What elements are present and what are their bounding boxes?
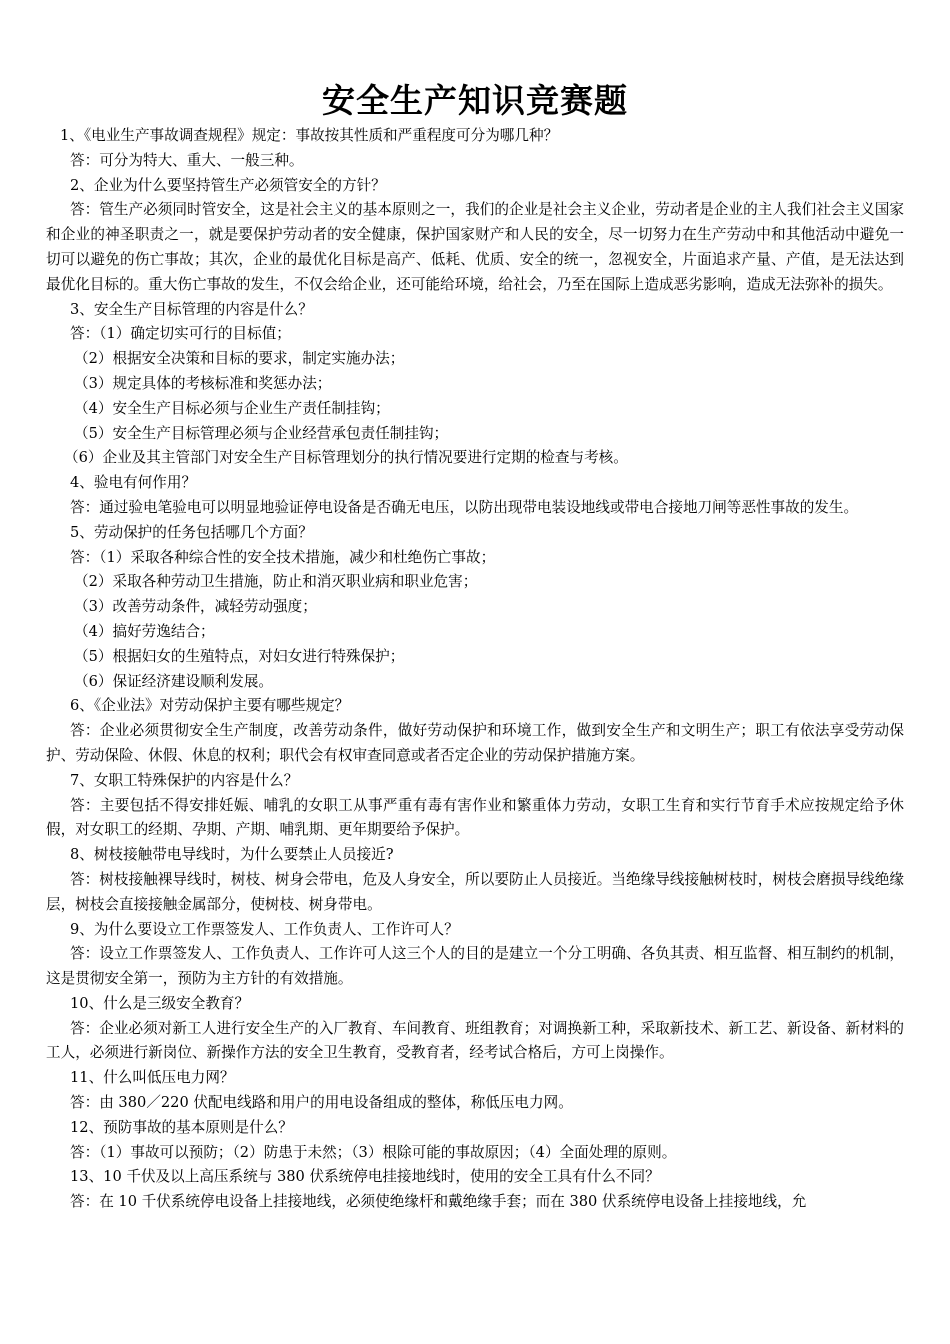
list-item: （2）采取各种劳动卫生措施，防止和消灭职业病和职业危害； xyxy=(74,573,478,591)
answer-paragraph: 答：管生产必须同时管安全，这是社会主义的基本原则之一，我们的企业是社会主义企业，劳动者是企业的主人我们社会主义国家和企业的神圣职责之一，就是要保护劳动者的安全健康，保护国家财产和人民的安全，尽一切努力在生产劳动中和其他活动中避免一切可以避免的伤亡事故；其次，企业的最优化目标是高产、低耗、优质、安全的统一，忽视安全，片面追求产量、产值，是无法达到最优化目标的。重大伤亡事故的发生，不仅会给企业，还可能给环境，给社会，乃至在国际上造成恶劣影响，造成无法弥补的损失。 xyxy=(46,201,904,293)
answer-paragraph: 答：可分为特大、重大、一般三种。 xyxy=(70,151,304,169)
list-item: （4）安全生产目标必须与企业生产责任制挂钩； xyxy=(74,399,390,417)
list-item: （3）改善劳动条件，减轻劳动强度； xyxy=(74,598,317,616)
document-title: 安全生产知识竞赛题 xyxy=(322,81,628,120)
list-item: （3）规定具体的考核标准和奖惩办法； xyxy=(74,374,332,392)
answer-paragraph: 答：设立工作票签发人、工作负责人、工作许可人这三个人的目的是建立一个分工明确、各负其责、相互监督、相互制约的机制，这是贯彻安全第一，预防为主方针的有效措施。 xyxy=(46,945,904,988)
answer-paragraph: 答：（1）确定切实可行的目标值； xyxy=(70,325,291,343)
question-paragraph: 6、《企业法》对劳动保护主要有哪些规定？ xyxy=(70,697,350,715)
question-paragraph: 2、企业为什么要坚持管生产必须管安全的方针？ xyxy=(70,176,386,194)
answer-paragraph: 答：在 10 千伏系统停电设备上挂接地线，必须使绝缘杆和戴绝缘手套；而在 380 伏系统停电设备上挂接地线，允 xyxy=(70,1193,807,1211)
answer-paragraph: 答：树枝接触裸导线时，树枝、树身会带电，危及人身安全，所以要防止人员接近。当绝缘导线接触树枝时，树枝会磨损导线绝缘层，树枝会直接接触金属部分，使树枝、树身带电。 xyxy=(46,870,904,913)
list-item: （2）根据安全决策和目标的要求，制定实施办法； xyxy=(74,350,405,368)
question-paragraph: 13、10 千伏及以上高压系统与 380 伏系统停电挂接地线时，使用的安全工具有什么不同？ xyxy=(70,1168,660,1186)
question-paragraph: 11、什么叫低压电力网？ xyxy=(70,1069,235,1087)
answer-paragraph: 答：由 380／220 伏配电线路和用户的用电设备组成的整体，称低压电力网。 xyxy=(70,1094,573,1112)
question-paragraph: 7、女职工特殊保护的内容是什么？ xyxy=(70,771,299,789)
question-paragraph: 12、预防事故的基本原则是什么？ xyxy=(70,1118,293,1136)
list-item: （5）根据妇女的生殖特点，对妇女进行特殊保护； xyxy=(74,647,405,665)
question-paragraph: 9、为什么要设立工作票签发人、工作负责人、工作许可人？ xyxy=(70,920,459,938)
question-paragraph: 4、验电有何作用？ xyxy=(70,474,197,492)
question-paragraph: 10、什么是三级安全教育？ xyxy=(70,994,250,1012)
question-paragraph: 1、《电业生产事故调查规程》规定：事故按其性质和严重程度可分为哪几种？ xyxy=(60,127,559,144)
question-paragraph: 3、安全生产目标管理的内容是什么？ xyxy=(70,300,313,318)
answer-paragraph: 答：通过验电笔验电可以明显地验证停电设备是否确无电压，以防出现带电装设地线或带电合接地刀闸等恶性事故的发生。 xyxy=(70,498,859,516)
answer-paragraph: 答：企业必须对新工人进行安全生产的入厂教育、车间教育、班组教育；对调换新工种，采取新技术、新工艺、新设备、新材料的工人，必须进行新岗位、新操作方法的安全卫生教育，受教育者，经考试合格后，方可上岗操作。 xyxy=(46,1019,904,1062)
question-paragraph: 8、树枝接触带电导线时，为什么要禁止人员接近? xyxy=(70,846,394,864)
list-item: （6）保证经济建设顺利发展。 xyxy=(74,672,274,690)
list-item: （5）安全生产目标管理必须与企业经营承包责任制挂钩； xyxy=(74,424,449,442)
list-item: （4）搞好劳逸结合； xyxy=(74,622,215,640)
answer-paragraph: 答：（1）事故可以预防；（2）防患于未然；（3）根除可能的事故原因；（4）全面处理的原则。 xyxy=(70,1143,677,1161)
answer-paragraph: 答：企业必须贯彻安全生产制度，改善劳动条件，做好劳动保护和环境工作，做到安全生产和文明生产；职工有依法享受劳动保护、劳动保险、休假、休息的权利；职代会有权审查同意或者否定企业的劳动保护措施方案。 xyxy=(46,722,904,764)
answer-paragraph: 答：（1）采取各种综合性的安全技术措施，减少和杜绝伤亡事故； xyxy=(70,548,496,566)
answer-paragraph: 答：主要包括不得安排妊娠、哺乳的女职工从事严重有毒有害作业和繁重体力劳动，女职工生育和实行节育手术应按规定给予休假，对女职工的经期、孕期、产期、哺乳期、更年期要给予保护。 xyxy=(46,796,904,839)
document-body xyxy=(46,124,904,1215)
list-item: （6）企业及其主管部门对安全生产目标管理划分的执行情况要进行定期的检查与考核。 xyxy=(64,449,628,467)
question-paragraph: 5、劳动保护的任务包括哪几个方面？ xyxy=(70,523,313,541)
